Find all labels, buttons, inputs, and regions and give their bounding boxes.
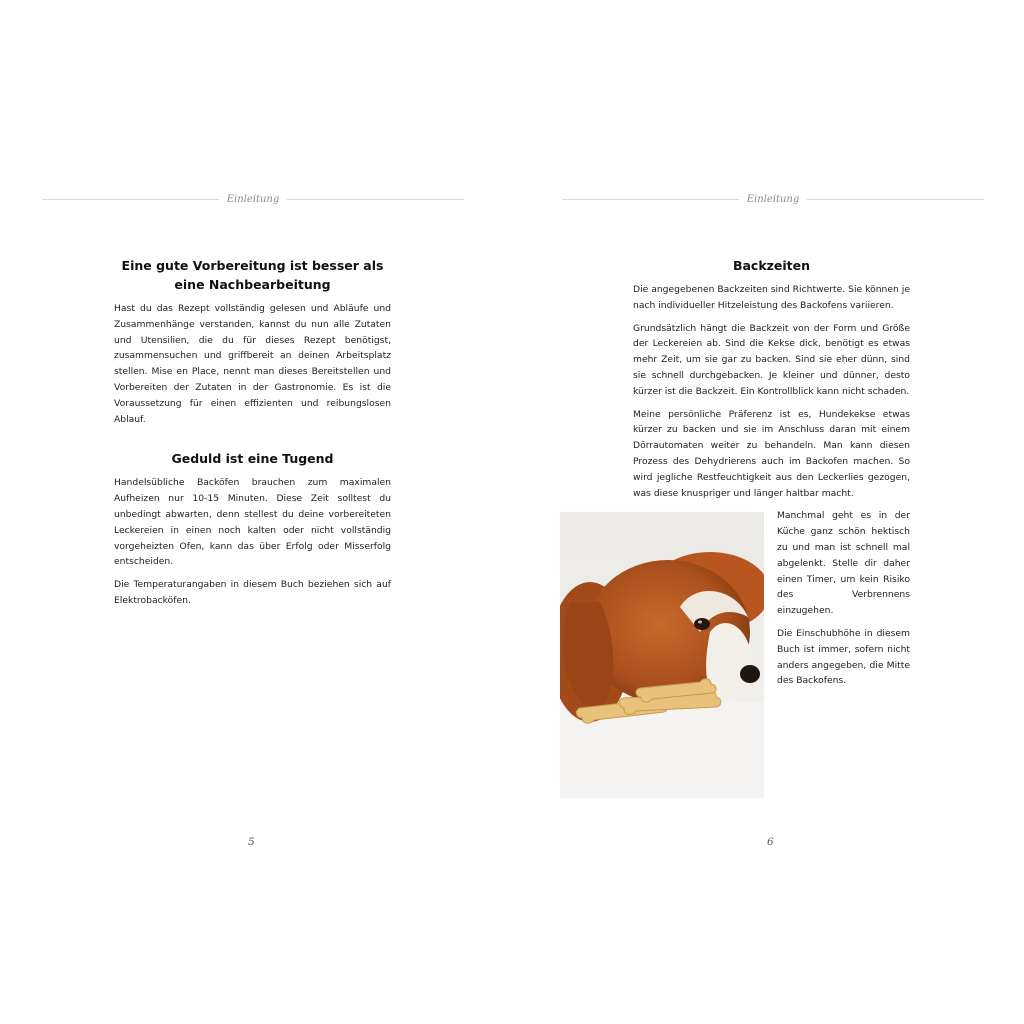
header-label: Einleitung (226, 193, 280, 205)
paragraph: Die angegebenen Backzeiten sind Richtwerte. Sie können je nach individueller Hitzeleistung des Backofens variieren. (633, 284, 910, 311)
page-number: 5 (248, 836, 255, 848)
header-rule-right (287, 199, 464, 200)
dog-photo (560, 512, 764, 798)
running-header (562, 192, 984, 206)
right-content (633, 256, 910, 687)
paragraph: Meine persönliche Präferenz ist es, Hundekekse etwas kürzer zu backen und sie im Anschluss daran mit einem Dörrautomaten weiter zu behandeln. Man kann diesen Prozess des Dehydrierens auch im Backofen machen. So wird jegliche Restfeuchtigkeit aus den Leckerlies gezogen, was diese knuspriger und länger haltbar macht. (633, 408, 910, 499)
float-text-column (777, 508, 910, 689)
paragraph: Handelsübliche Backöfen brauchen zum maximalen Aufheizen nur 10-15 Minuten. Diese Zeit solltest du unbedingt abwarten, denn stellest du deine vorbereiteten Leckereien in einen noch kalten oder nicht vollständig vorgeheizten Ofen, kann das über Erfolg oder Misserfolg entscheiden. (114, 477, 391, 568)
header-rule-left (562, 199, 739, 200)
paragraph: Hast du das Rezept vollständig gelesen und Abläufe und Zusammenhänge verstanden, kannst du nun alle Zutaten und Utensilien, die du für dieses Rezept benötigst, zusammensuchen und griffbereit an deinen Arbeitsplatz stellen. Mise en Place, nennt man dieses Bereitstellen und Vorbereiten der Zutaten in der Gastronomie. Es ist die Voraussetzung für einen effizienten und reibungslosen Ablauf. (114, 303, 391, 425)
paragraph: Grundsätzlich hängt die Backzeit von der Form und Größe der Leckereien ab. Sind die Kekse dick, benötigt es etwas mehr Zeit, um sie gar zu backen. Sind sie eher dünn, sind sie schnell durchgebacken. Je kleiner und dünner, desto kürzer ist die Backzeit. Ein Kontrollblick kann nicht schaden. (633, 322, 910, 397)
right-page (512, 0, 1024, 1024)
dog-with-bone-biscuits-icon (560, 512, 764, 798)
header-rule-left (42, 199, 219, 200)
header-label: Einleitung (746, 193, 800, 205)
paragraph: Die Einschubhöhe in diesem Buch ist immer, sofern nicht anders angegeben, die Mitte des Backofens. (777, 627, 910, 687)
paragraph: Manchmal geht es in der Küche ganz schön hektisch zu und man ist schnell mal abgelenkt. Stelle dir daher einen Timer, um kein Risiko des Verbrennens einzugehen. (777, 510, 910, 617)
section-title: Geduld ist eine Tugend (171, 451, 334, 467)
section-title: Backzeiten (732, 258, 811, 273)
running-header (42, 192, 464, 206)
paragraph: Die Temperaturangaben in diesem Buch beziehen sich auf Elektrobacköfen. (114, 579, 391, 606)
page-number: 6 (767, 836, 774, 848)
section-title: Eine gute Vorbereitung ist besser als eine Nachbearbeitung (121, 258, 384, 292)
left-content (114, 256, 391, 609)
header-rule-right (807, 199, 984, 200)
